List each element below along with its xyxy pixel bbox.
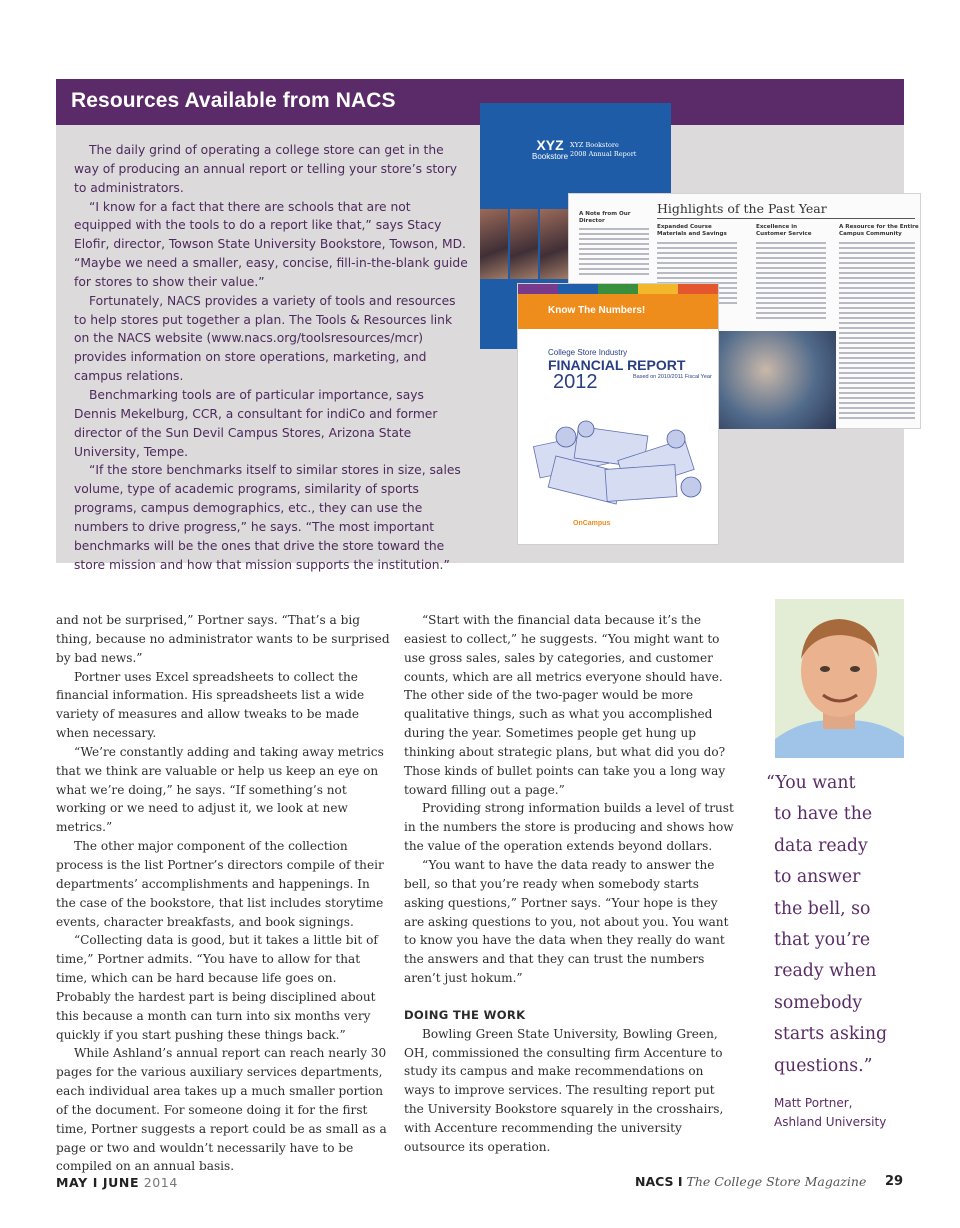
financial-report-cover — [517, 283, 719, 545]
sidebar-paragraph: The daily grind of operating a college store can get in the way of producing an annual report or telling your store’s story to administrators. — [74, 143, 458, 195]
highlights-text-lines — [839, 242, 915, 422]
footer-issue-year: 2014 — [143, 1175, 178, 1190]
article-paragraph: “Collecting data is good, but it takes a little bit of time,” Portner admits. “You have to allow for that time, which can be hard because life goes on. Probably the hardest part is being disciplined about this because a month can turn into six months very quickly if you start pushing these things back.” — [56, 933, 378, 1042]
pull-quote-line: to answer — [774, 867, 861, 888]
highlights-text-lines — [756, 242, 826, 322]
financial-subtitle: Based on 2010/2011 Fiscal Year — [633, 374, 712, 380]
pull-quote-line: starts asking — [774, 1024, 888, 1045]
article-paragraph: Bowling Green State University, Bowling Green, OH, commissioned the consulting firm Accenture to study its campus and make recommendations on ways to improve services. The resulting report put the University Bookstore squarely in the crosshairs, with Accenture recommending the university outsource its operation. — [404, 1026, 724, 1154]
pull-quote — [766, 768, 906, 1082]
article-paragraph: “Start with the financial data because it’s the easiest to collect,” he suggests. “You might want to use gross sales, sales by categories, and customer counts, which are all metrics everyone should have. The other side of the two-pager would be more qualitative things, such as what you accomplished during the year. Sometimes people get hung up thinking about strategic plans, but what did you do? Those kinds of bullet points can take you a long way toward filling out a page.” — [404, 613, 726, 797]
article-paragraph: The other major component of the collection process is the list Portner’s directors compile of their departments’ accomplishments and happenings. In the case of the bookstore, that list includes storytime events, character breakfasts, and book signings. — [56, 839, 384, 929]
page-number: 29 — [885, 1174, 904, 1189]
article-paragraph: “We’re constantly adding and taking away metrics that we think are valuable or help us keep an eye on what we’re doing,” he says. “If something’s not working or we need to adjust it, we look at new metrics.” — [56, 744, 384, 835]
pull-quote-line: the bell, so — [774, 898, 871, 919]
quote-attribution — [774, 1094, 886, 1131]
portrait-photo — [775, 599, 904, 758]
sidebar-paragraph: “If the store benchmarks itself to similar stores in size, sales volume, type of academic programs, similarity of sports programs, campus demographics, etc., they can use the numbers to drive progress,” he says. “The most important benchmarks will be the ones that drive the store toward the store mission and how that mission supports the institution.” — [74, 463, 461, 572]
color-strip-segment — [558, 284, 598, 294]
oncampus-logo: OnCampus — [573, 520, 611, 527]
highlights-col-heading: A Resource for the Entire Campus Community — [839, 224, 919, 237]
footer-magazine — [635, 1174, 866, 1189]
pull-quote-line: questions.” — [774, 1055, 873, 1076]
xyz-bookstore-logo — [532, 139, 568, 163]
pull-quote-line: somebody — [774, 992, 863, 1013]
article-paragraph: While Ashland’s annual report can reach nearly 30 pages for the various auxiliary services departments, each individual area takes up a much smaller portion of the document. For someone doing it for the first time, Portner suggests a report could be as small as a page or two and wouldn’t necessarily have to be compiled on an annual basis. — [56, 1046, 387, 1174]
color-strip-segment — [678, 284, 718, 294]
know-the-numbers-label: Know The Numbers! — [548, 305, 646, 316]
pull-quote-line: ready when — [774, 961, 877, 982]
highlights-rule — [657, 218, 915, 219]
quote-affiliation: Ashland University — [774, 1114, 887, 1129]
sidebar-title: Resources Available from NACS — [71, 89, 396, 112]
xyz-caption-line: XYZ Bookstore — [570, 141, 619, 149]
campus-photo — [719, 331, 836, 429]
article-paragraph: and not be surprised,” Portner says. “That’s a big thing, because no administrator wants to be surprised by bad news.” — [56, 613, 390, 665]
sidebar-paragraph: “I know for a fact that there are schools that are not equipped with the tools to do a report like that,” says Stacy Elofir, director, Towson State University Bookstore, Towson, MD. “Maybe we need a smaller, easy, concise, fill-in-the-blank guide for stores to show their value.” — [74, 199, 468, 289]
sidebar-paragraph: Fortunately, NACS provides a variety of tools and resources to help stores put together a plan. The Tools & Resources link on the NACS website (www.nacs.org/toolsresources/mcr) provides information on store operations, marketing, and campus relations. — [74, 293, 456, 384]
student-photo — [510, 209, 538, 279]
orange-band — [518, 294, 718, 329]
footer-magazine-name: The College Store Magazine — [686, 1174, 867, 1189]
student-photo — [540, 209, 568, 279]
highlights-text-lines — [579, 228, 649, 278]
pull-quote-line: data ready — [774, 835, 868, 856]
xyz-logo-text: XYZ — [536, 137, 564, 153]
financial-kicker: College Store Industry — [548, 348, 628, 357]
quote-name: Matt Portner, — [774, 1096, 853, 1110]
highlights-col-heading: A Note from Our Director — [579, 211, 631, 224]
footer-brand: NACS I — [635, 1174, 683, 1189]
pull-quote-line: to have the — [774, 804, 873, 825]
color-strip-segment — [518, 284, 558, 294]
article-column-middle — [404, 611, 736, 1157]
article-paragraph: Portner uses Excel spreadsheets to collect the financial information. His spreadsheets list a wide variety of measures and allow tweaks to be made when necessary. — [56, 669, 365, 741]
highlights-col-heading: Excellence in Customer Service — [756, 224, 812, 237]
article-paragraph: Providing strong information builds a level of trust in the numbers the store is producing and shows how the value of the operation extends beyond dollars. — [404, 801, 734, 854]
section-heading: DOING THE WORK — [404, 1007, 526, 1022]
student-photo — [480, 209, 508, 279]
financial-year: 2012 — [553, 371, 598, 393]
article-column-left — [56, 611, 392, 1176]
student-photo-strip — [480, 209, 568, 279]
highlights-title: Highlights of the Past Year — [657, 201, 827, 216]
footer-issue-month: MAY I JUNE — [56, 1175, 140, 1190]
xyz-caption-line: 2008 Annual Report — [570, 150, 637, 158]
xyz-logo-sub: Bookstore — [532, 152, 569, 161]
money-illustration — [526, 409, 711, 509]
pull-quote-line: that you’re — [774, 930, 871, 951]
color-strip-segment — [638, 284, 678, 294]
sidebar-paragraph: Benchmarking tools are of particular importance, says Dennis Mekelburg, CCR, a consultant for indiCo and former director of the Sun Devil Campus Stores, Arizona State University, Tempe. — [74, 387, 438, 459]
pull-quote-line: “You want — [766, 773, 856, 793]
financial-title: FINANCIAL REPORT — [548, 357, 686, 373]
sidebar-text — [74, 141, 468, 574]
article-paragraph: “You want to have the data ready to answer the bell, so that you’re ready when somebody starts asking questions,” Portner says. “Your hope is they are asking questions to you, not about you. You want to know you have the data when they really do want the answers and that they can trust the numbers aren’t just hokum.” — [404, 857, 729, 986]
matt-portner-portrait — [775, 599, 904, 758]
color-strip-segment — [598, 284, 638, 294]
xyz-caption — [570, 141, 636, 159]
footer-issue — [56, 1175, 178, 1190]
highlights-col-heading: Expanded Course Materials and Savings — [657, 224, 727, 237]
color-strip — [518, 284, 718, 294]
